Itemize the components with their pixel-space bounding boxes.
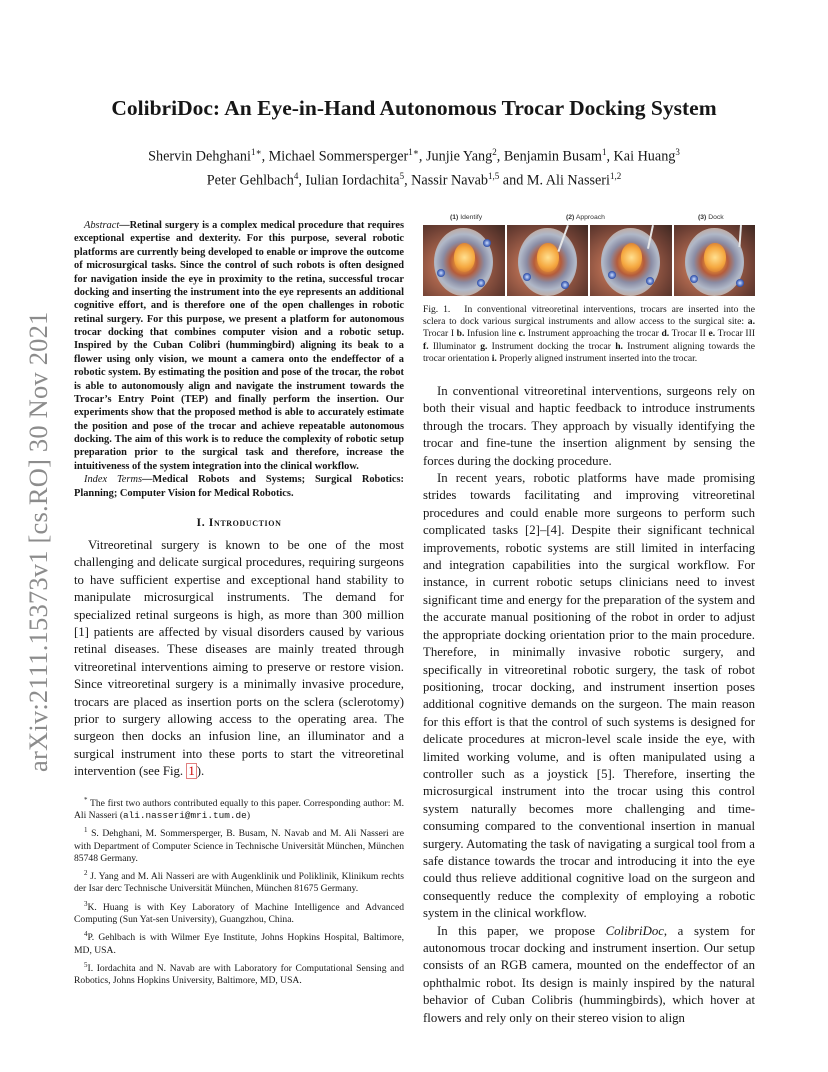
body-paragraph: In conventional vitreoretinal interventions, surgeons rely on both their visual and haptic feedback to introduce instruments through the trocars. They approach by visually identifying the trocar and fine-tune the insertion alignment by sensing the forces during the docking procedure. xyxy=(423,384,755,468)
trocar-marker xyxy=(561,281,569,289)
figure-stage-labels xyxy=(423,214,755,225)
abstract xyxy=(74,219,404,473)
body-paragraph: In recent years, robotic platforms have made promising strides towards facilitating and improving vitreoretinal procedures and could enable more surgeons to perform such complicated tasks [2]–[4]. Despite their significant technical improvements, robotic systems are still limited in interfacing and integration capabilities into the surgical workflow. For instance, in current robotic setups clinicians need to invest significant time and energy for the preparation of the system and the accurate manual positioning of the robot in order to adjust the appropriate docking orientation prior to the main procedure. Therefore, in minimally invasive robotic surgery, and specifically in vitreoretinal robotic surgery, the task of robot positioning, trocar docking, and instrument insertion poses additional cognitive demands on the surgeon. The main reason for this effort is that the control of such systems is designed for delicate procedures at micron-level scale inside the eye, with limited working volume, and is often manipulated using a controller such as a joystick [5]. Therefore, inserting the microsurgical instrument into the trocar using this control system naturally becomes more challenging and time-consuming compared to the conventional insertion in manual surgery. Automating the task of navigating a surgical tool from a safe distance towards the trocar and introducing it into the eye could thus relieve additional cognitive load on the surgeon and consequently reduce the complexity of employing a robotic system in the clinical workflow. xyxy=(423,471,755,921)
left-column xyxy=(74,219,404,989)
author-affiliation: 5 xyxy=(399,170,405,181)
figure-1 xyxy=(423,214,755,365)
author-affiliation: 4 xyxy=(293,170,299,181)
author-name: and M. Ali Nasseri xyxy=(499,172,610,189)
body-paragraph-proposal: In this paper, we propose ColibriDoc, a system for autonomous trocar docking and instrument insertion. Our setup consists of an RGB camera, mounted on the endeffector of an ophthalmic robot. Its design is mainly inspired by the natural behavior of Cuban Colibris (hummingbirds), which hover at flowers and rely only on their stereo vision to align xyxy=(423,923,755,1025)
author-list xyxy=(100,143,728,190)
author-line-2 xyxy=(100,167,728,191)
abstract-text: Retinal surgery is a complex medical procedure that requires exceptional expertise and dexterity. For this purpose, several robotic platforms are currently being developed to enable or improve the outcome of microsurgical tasks. Since the control of such robots is often designed for navigation inside the eye in proximity to the retina, successful trocar docking and inserting the instrument into the eye represents an additional cognitive effort, and is therefore one of the open challenges in robotic retinal surgery. For this purpose, we present a platform for autonomous trocar docking that combines computer vision and a robotic setup. Inspired by the Cuban Colibri (hummingbird) aligning its beak to a flower using only vision, we mount a camera onto the endeffector of a robotic system. By estimating the position and pose of the trocar, the robot is able to autonomously align and navigate the instrument towards the Trocar’s Entry Point (TEP) and finally perform the insertion. Our experiments show that the proposed method is able to accurately estimate the position and pose of the trocar and achieve repeatable autonomous docking. The aim of this work is to reduce the complexity of robotic setup preparation prior to the surgical task and therefore, increase the intuitiveness of the system integration into the clinical workflow. xyxy=(74,220,404,472)
figure-number: Fig. 1. xyxy=(423,304,451,315)
system-name: ColibriDoc xyxy=(605,923,664,938)
trocar-marker xyxy=(736,279,744,287)
author-name: , Nassir Navab xyxy=(404,172,488,189)
author-affiliation: 1 xyxy=(601,147,607,157)
eye-photo-approach-1 xyxy=(507,225,589,296)
author-affiliation: 1∗ xyxy=(408,147,419,157)
abstract-heading: Abstract xyxy=(84,220,120,231)
footnote-text: The first two authors contributed equally to this paper. Corresponding author: M. Ali Nasseri ( xyxy=(74,797,404,821)
abstract-dash: — xyxy=(119,220,130,231)
email-link[interactable]: ali.nasseri@mri.tum.de xyxy=(123,809,247,821)
author-affiliation: 3 xyxy=(675,147,680,157)
right-column xyxy=(423,214,755,1027)
intro-text: Vitreoretinal surgery is known to be one of the most challenging and delicate surgical procedures, requiring surgeons to have sufficient expertise and exceptional hand stability to manipulate microsurgical instruments. The demand for specialized retinal surgeons is high, as more than 300 million [1] patients are affected by visual disorders caused by various retinal diseases. These diseases are mainly treated through vitreoretinal interventions aiming to preserve or restore vision. Since vitreoretinal surgery is a minimally invasive procedure, trocars are placed as insertion ports on the sclera (sclerotomy) prior to surgery allowing access to the operating area. The surgeon then docks an infusion line, an illuminator and a surgical instrument into these ports to start the vitreoretinal intervention (see Fig. xyxy=(74,537,404,779)
section-heading-introduction: I. Introduction xyxy=(196,514,282,529)
intro-paragraph xyxy=(74,537,404,781)
footnote-text: P. Gehlbach is with Wilmer Eye Institute, Johns Hopkins Hospital, Baltimore, MD, USA. xyxy=(74,932,404,956)
intro-text-end: ). xyxy=(196,764,205,779)
author-name: , Junjie Yang xyxy=(418,148,493,165)
footnote-marker: 3 xyxy=(84,899,88,908)
stage-label-dock: (3) Dock xyxy=(698,214,724,221)
footnote-text: J. Yang and M. Ali Nasseri are with Augenklinik und Poliklinik, Klinikum rechts der Isar derc Technische Universität München, München 81675 Germany. xyxy=(74,871,404,895)
instrument-shaft xyxy=(738,225,742,247)
author-line-1 xyxy=(100,143,728,167)
trocar-marker xyxy=(646,277,654,285)
footnote-marker: 1 xyxy=(84,826,88,835)
author-name: , Kai Huang xyxy=(606,148,676,165)
author-name: , Iulian Iordachita xyxy=(298,172,400,189)
figure-reference-link[interactable]: 1 xyxy=(188,764,195,779)
arxiv-identifier: arXiv:2111.15373v1 [cs.RO] 30 Nov 2021 xyxy=(23,311,53,772)
stage-label-approach: (2) Approach xyxy=(566,214,605,221)
footnote-text: I. Iordachita and N. Navab are with Laboratory for Computational Sensing and Robotics, Johns Hopkins University, Baltimore, MD, USA. xyxy=(74,962,404,987)
footnote-marker: 5 xyxy=(84,960,88,969)
author-name: Shervin Dehghani xyxy=(148,148,251,165)
author-affiliation: 1,5 xyxy=(488,170,500,181)
author-affiliation: 1,2 xyxy=(609,170,622,181)
footnote-text-end: ) xyxy=(246,809,251,821)
footnote-marker: * xyxy=(84,795,88,804)
index-terms-heading: Index Terms xyxy=(84,474,143,486)
trocar-marker xyxy=(477,279,485,287)
eye-photo-dock xyxy=(674,225,756,296)
stage-label-identify: (1) Identify xyxy=(450,214,483,221)
author-affiliation: 1∗ xyxy=(250,147,262,157)
eye-photo-identify xyxy=(423,225,505,296)
footnote-marker: 4 xyxy=(84,930,88,939)
trocar-marker xyxy=(690,275,698,283)
author-name: , Benjamin Busam xyxy=(496,148,602,165)
author-name: , Michael Sommersperger xyxy=(261,148,409,165)
trocar-marker xyxy=(483,239,491,247)
right-body-text xyxy=(423,383,755,1027)
index-terms xyxy=(74,473,404,500)
footnote-text: K. Huang is with Key Laboratory of Machine Intelligence and Advanced Computing (Sun Yat-sen University), Guangzhou, China. xyxy=(74,901,404,925)
footnote xyxy=(74,928,404,957)
footnote xyxy=(74,867,404,896)
index-terms-text: Medical Robots and Systems; Surgical Robotics: Planning; Computer Vision for Medical Robotics. xyxy=(74,474,404,499)
figure-image-strip xyxy=(423,225,755,296)
footnote xyxy=(74,794,404,823)
footnote-marker: 2 xyxy=(84,868,88,877)
figure-caption: Fig. 1. In conventional vitreoretinal interventions, trocars are inserted into the sclera to dock various surgical instruments and allow access to the surgical site: a. Trocar I b. Infusion line c. Instrument approaching the trocar d. Trocar II e. Trocar III f. Illuminator g. Instrument docking the trocar h. Instrument aligning towards the trocar orientation i. Properly aligned instrument inserted into the trocar. xyxy=(423,304,756,364)
trocar-marker xyxy=(523,273,531,281)
footnote xyxy=(74,824,404,865)
eye-photo-approach-2 xyxy=(590,225,672,296)
paper-title: ColibriDoc: An Eye-in-Hand Autonomous Trocar Docking System xyxy=(111,96,717,120)
footnote xyxy=(74,959,404,988)
footnote-text: S. Dehghani, M. Sommersperger, B. Busam, N. Navab and M. Ali Nasseri are with Department of Computer Science in Technische Universität München, München 85748 Germany. xyxy=(74,828,404,864)
footnote xyxy=(74,898,404,927)
footnotes xyxy=(74,794,404,988)
author-affiliation: 2 xyxy=(492,147,497,157)
trocar-marker xyxy=(608,271,616,279)
author-name: Peter Gehlbach xyxy=(206,172,294,189)
trocar-marker xyxy=(437,269,445,277)
index-terms-dash: — xyxy=(142,474,153,486)
